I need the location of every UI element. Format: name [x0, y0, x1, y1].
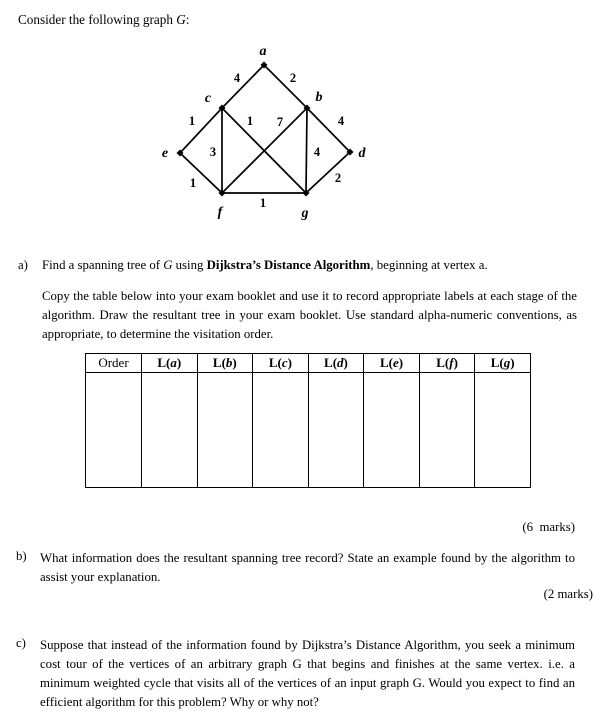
question-a [18, 258, 577, 273]
edge-ac [222, 65, 264, 108]
qa-text-post: , beginning at vertex a. [370, 258, 488, 272]
question-c-marker: c) [16, 636, 26, 650]
title-pre: Consider the following graph [18, 12, 177, 27]
table-body-row [86, 373, 531, 488]
edge-weight-cg: 1 [246, 114, 254, 128]
edge-weight-bf: 7 [276, 115, 284, 129]
qa-text-mid: using [172, 258, 207, 272]
cell-L-c-empty [253, 373, 309, 488]
edge-dg [306, 152, 350, 193]
header-L-g: L(g) [475, 354, 531, 373]
edge-weight-ab: 2 [289, 71, 297, 85]
question-b-marker: b) [16, 549, 27, 563]
vertex-label-d: d [358, 146, 366, 161]
cell-L-b-empty [197, 373, 253, 488]
graph-diagram [150, 38, 390, 234]
cell-L-d-empty [308, 373, 364, 488]
vertex-label-a: a [259, 44, 267, 59]
question-b-marks: (2 marks) [543, 587, 593, 601]
question-b [16, 549, 575, 587]
vertex-label-e: e [161, 146, 169, 161]
header-L-c: L(c) [253, 354, 309, 373]
cell-L-e-empty [364, 373, 420, 488]
edge-weight-ac: 4 [233, 71, 241, 85]
cell-order-empty [86, 373, 142, 488]
edge-bg [306, 108, 307, 193]
header-L-b: L(b) [197, 354, 253, 373]
qa-text-pre: Find a spanning tree of [42, 258, 164, 272]
cell-L-g-empty [475, 373, 531, 488]
header-L-d: L(d) [308, 354, 364, 373]
dijkstra-label-table [85, 353, 531, 488]
qa-algorithm-name: Dijkstra’s Distance Algorithm [206, 258, 371, 272]
title-graph-name: G [176, 12, 186, 27]
qa-graph-name: G [163, 258, 173, 272]
question-c [16, 636, 575, 712]
header-L-f: L(f) [419, 354, 475, 373]
question-a-text [42, 258, 577, 273]
edge-weight-ce: 1 [188, 114, 196, 128]
question-a-paragraph: Copy the table below into your exam booklet and use it to record appropriate labels at each stage of the algorithm. Draw the resultant tree in your exam booklet. Use standard alpha-numeric conventions, as appropriate, to determine the visitation order. [42, 289, 577, 341]
cell-L-a-empty [142, 373, 198, 488]
vertex-label-b: b [315, 90, 323, 105]
page-title [18, 12, 189, 28]
edge-weight-fg: 1 [259, 196, 267, 210]
vertex-label-g: g [301, 206, 309, 221]
vertex-label-f: f [217, 205, 223, 220]
edge-weight-cf: 3 [209, 145, 217, 159]
edge-ef [180, 153, 222, 193]
header-order: Order [86, 354, 142, 373]
edge-weight-dg: 2 [334, 171, 342, 185]
edge-weight-bd: 4 [337, 114, 345, 128]
question-a-marker: a) [18, 258, 28, 272]
title-post: : [185, 12, 190, 27]
edge-weight-bg: 4 [313, 145, 321, 159]
question-c-text: Suppose that instead of the information found by Dijkstra’s Distance Algorithm, you seek a minimum cost tour of the vertices of an arbitrary graph G that begins and finishes at the same vertex. i.e. a minimum weighted cycle that visits all of the vertices of an input graph G. Would you expect to find an efficient algorithm for this problem? Why or why not? [40, 638, 575, 709]
vertex-label-c: c [204, 91, 212, 106]
table-header-row [86, 354, 531, 373]
edge-ab [264, 65, 307, 108]
header-L-a: L(a) [142, 354, 198, 373]
header-L-e: L(e) [364, 354, 420, 373]
question-a-marks: (6 marks) [522, 520, 575, 534]
edge-weight-ef: 1 [189, 176, 197, 190]
question-b-text: What information does the resultant spanning tree record? State an example found by the algorithm to assist your explanation. [40, 551, 575, 584]
cell-L-f-empty [419, 373, 475, 488]
